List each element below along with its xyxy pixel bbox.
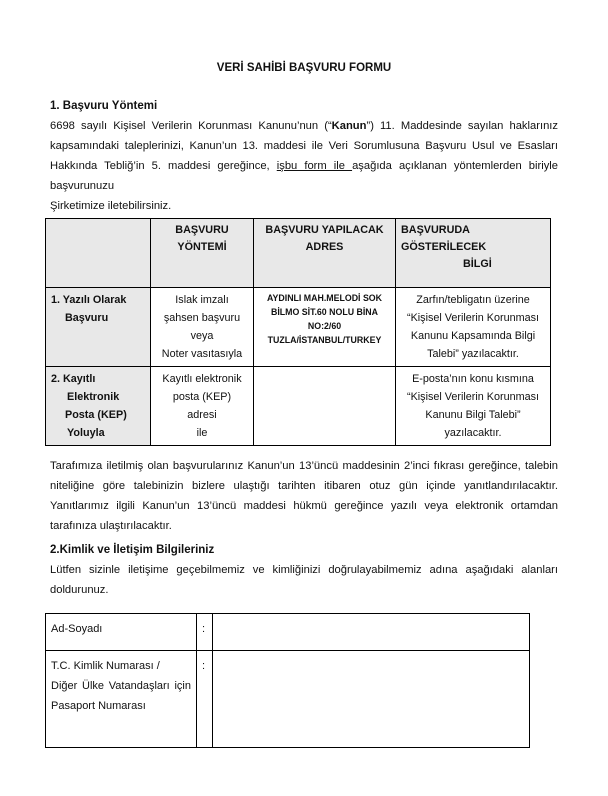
section2-heading: 2.Kimlik ve İletişim Bilgileriniz <box>50 544 215 556</box>
info-cell <box>396 288 551 367</box>
cell-text: yazılacaktır. <box>444 427 502 439</box>
cell-text: ile <box>196 427 208 439</box>
method-cell <box>151 288 254 367</box>
document-title: VERİ SAHİBİ BAŞVURU FORMU <box>216 62 392 74</box>
row-label-text: 2. Kayıtlı <box>51 373 96 385</box>
cell-text: Kanunu Bilgi Talebi” <box>425 409 521 421</box>
row-label-text: Posta (KEP) <box>65 409 127 421</box>
cell-text: Islak imzalı <box>175 294 229 306</box>
field-label-id-number <box>46 651 197 748</box>
id-number-field-input[interactable] <box>213 651 530 748</box>
header-text: BİLGİ <box>463 258 492 270</box>
field-label-text: Diğer Ülke Vatandaşları için Pasaport Numarası <box>51 680 191 712</box>
cell-text: Talebi” yazılacaktır. <box>427 348 519 360</box>
application-methods-table <box>45 218 551 446</box>
field-separator: : <box>197 614 213 651</box>
section1-heading: 1. Başvuru Yöntemi <box>50 100 158 112</box>
header-cell-address <box>254 219 396 288</box>
cell-text: E-posta’nın konu kısmına <box>412 373 534 385</box>
address-text: TUZLA/İSTANBUL/TURKEY <box>267 335 382 345</box>
address-cell <box>254 288 396 367</box>
identity-form-table <box>45 613 530 748</box>
cell-text: “Kişisel Verilerin Korunması <box>406 391 539 403</box>
para-text: ”) 11. Maddesinde sayılan haklarınız kapsamındaki taleplerinizi, Kanun’un 13. maddesi ile Veri Sorumlusuna Başvuru Usul ve Esasları Hakkında Tebliğ’in 5. maddesi gereğince, <box>50 120 558 172</box>
header-text: BAŞVURU <box>175 224 229 236</box>
header-text: BAŞVURU YAPILACAK <box>265 224 384 236</box>
field-separator: : <box>197 651 213 748</box>
row-label-text: Başvuru <box>65 312 109 324</box>
name-field-input[interactable] <box>213 614 530 651</box>
cell-text: adresi <box>187 409 217 421</box>
header-cell-empty <box>46 219 151 288</box>
header-cell-info <box>396 219 551 288</box>
row-label-written <box>46 288 151 367</box>
section-identity-contact <box>50 540 558 600</box>
section1-paragraph <box>50 116 558 196</box>
info-cell <box>396 367 551 446</box>
address-text: AYDINLI MAH.MELODİ SOK <box>266 293 383 303</box>
cell-text: şahsen başvuru <box>163 312 241 324</box>
row-label-kep <box>46 367 151 446</box>
section1-paragraph-line2: Şirketimize iletebilirsiniz. <box>50 200 172 212</box>
address-cell <box>254 367 396 446</box>
table-row <box>46 288 551 367</box>
para-underlined-text: işbu form ile <box>276 160 353 172</box>
header-text: YÖNTEMİ <box>177 241 227 253</box>
row-label-text: 1. Yazılı Olarak <box>51 294 127 306</box>
cell-text: Noter vasıtasıyla <box>161 348 243 360</box>
para-text: aşağıda açıklanan yöntemlerden biriyle başvurunuzu <box>50 160 558 192</box>
para-bold-kanun: Kanun <box>331 120 367 132</box>
method-cell <box>151 367 254 446</box>
form-row-id-number <box>46 651 530 748</box>
para-text: 6698 sayılı Kişisel Verilerin Korunması Kanunu’nun (“ <box>50 120 332 132</box>
section-application-method <box>50 96 558 216</box>
cell-text: Zarfın/tebligatın üzerine <box>416 294 530 306</box>
table-header-row <box>46 219 551 288</box>
section2-paragraph: Lütfen sizinle iletişime geçebilmemiz ve kimliğinizi doğrulayabilmemiz adına aşağıdaki alanları doldurunuz. <box>50 564 558 596</box>
cell-text: veya <box>190 330 214 342</box>
address-text: BİLMO SİT.60 NOLU BİNA <box>270 307 379 317</box>
header-text: ADRES <box>305 241 344 253</box>
form-row-name <box>46 614 530 651</box>
cell-text: posta (KEP) <box>172 391 232 403</box>
header-text: GÖSTERİLECEK <box>401 241 487 253</box>
row-label-text: Yoluyla <box>67 427 105 439</box>
header-text: BAŞVURUDA <box>401 224 470 236</box>
header-cell-method <box>151 219 254 288</box>
response-info-paragraph: Tarafımıza iletilmiş olan başvurularınız Kanun’un 13’üncü maddesinin 2’inci fıkrası gereğince, talebin niteliğine göre talebinizin bizlere ulaştığı tarihten itibaren otuz gün içinde yanıtlandırılacaktır. Yanıtlarımız ilgili Kanun’un 13’üncü maddesi hükmü gereğince yazılı veya elektronik ortamdan tarafınıza ulaştırılacaktır. <box>50 460 558 532</box>
field-label-text: T.C. Kimlik Numarası / <box>51 660 160 672</box>
table-row <box>46 367 551 446</box>
cell-text: Kayıtlı elektronik <box>162 373 242 385</box>
row-label-text: Elektronik <box>67 391 120 403</box>
address-text: NO:2/60 <box>307 321 342 331</box>
cell-text: Kanunu Kapsamında Bilgi <box>410 330 536 342</box>
field-label-name: Ad-Soyadı <box>46 614 197 651</box>
cell-text: “Kişisel Verilerin Korunması <box>406 312 539 324</box>
